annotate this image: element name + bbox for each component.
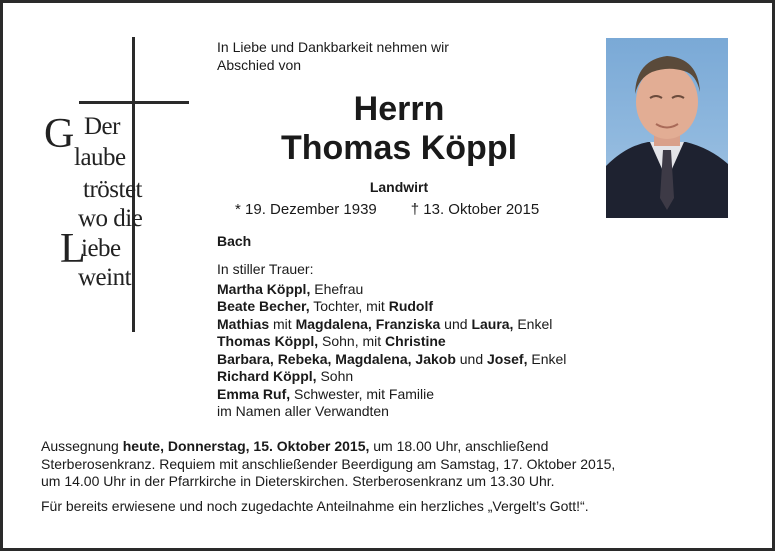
verse-initial-g: G — [44, 111, 74, 157]
death-date: † 13. Oktober 2015 — [410, 201, 540, 218]
occupation: Landwirt — [369, 179, 429, 195]
intro-text — [217, 38, 449, 74]
mourners-intro: In stiller Trauer: — [217, 261, 314, 277]
salutation: Herrn — [353, 90, 445, 128]
portrait-photo — [606, 38, 728, 218]
cross-icon-bar — [79, 101, 189, 104]
intro-line-2: Abschied von — [217, 57, 302, 73]
mourner-row: Thomas Köppl, Sohn, mit Christine — [217, 333, 446, 349]
verse-wo-die: wo die — [78, 205, 143, 232]
thanks-line: Für bereits erwiesene und noch zugedachte Anteilnahme ein herzliches „Vergelt’s Gott!“. — [41, 497, 589, 514]
mourners-closing: im Namen aller Verwandten — [217, 403, 389, 419]
mourner-row: Emma Ruf, Schwester, mit Familie — [217, 385, 435, 402]
verse-troestet: tröstet — [83, 176, 142, 203]
portrait-illustration — [606, 38, 728, 218]
verse-weint: weint — [78, 264, 132, 291]
verse-laube: laube — [74, 144, 126, 171]
mourner-row: Mathias mit Magdalena, Franziska und Laura, Enkel — [217, 315, 553, 332]
intro-line-1: In Liebe und Dankbarkeit nehmen wir — [217, 39, 449, 55]
verse-initial-l: L — [60, 226, 86, 272]
mourners-list — [217, 261, 566, 421]
mourner-row: Barbara, Rebeka, Magdalena, Jakob und Josef, Enkel — [217, 350, 567, 367]
service-line-2: Sterberosenkranz. Requiem mit anschließender Beerdigung am Samstag, 17. Oktober 2015, — [41, 455, 616, 472]
service-information — [41, 438, 741, 515]
life-dates — [235, 201, 539, 218]
verse-der: Der — [84, 113, 120, 140]
mourner-row: Beate Becher, Tochter, mit Rudolf — [217, 298, 434, 314]
birth-date: * 19. Dezember 1939 — [235, 201, 377, 218]
service-line-3: um 14.00 Uhr in der Pfarrkirche in Dieterskirchen. Sterberosenkranz um 13.30 Uhr. — [41, 473, 555, 489]
hometown: Bach — [217, 233, 252, 249]
mourner-row: Martha Köppl, Ehefrau — [217, 280, 364, 297]
service-line-1: Aussegnung heute, Donnerstag, 15. Oktober 2015, um 18.00 Uhr, anschließend — [41, 438, 549, 454]
deceased-name: Thomas Köppl — [280, 129, 518, 167]
mourner-row: Richard Köppl, Sohn — [217, 368, 354, 384]
verse-iebe: iebe — [81, 235, 121, 262]
